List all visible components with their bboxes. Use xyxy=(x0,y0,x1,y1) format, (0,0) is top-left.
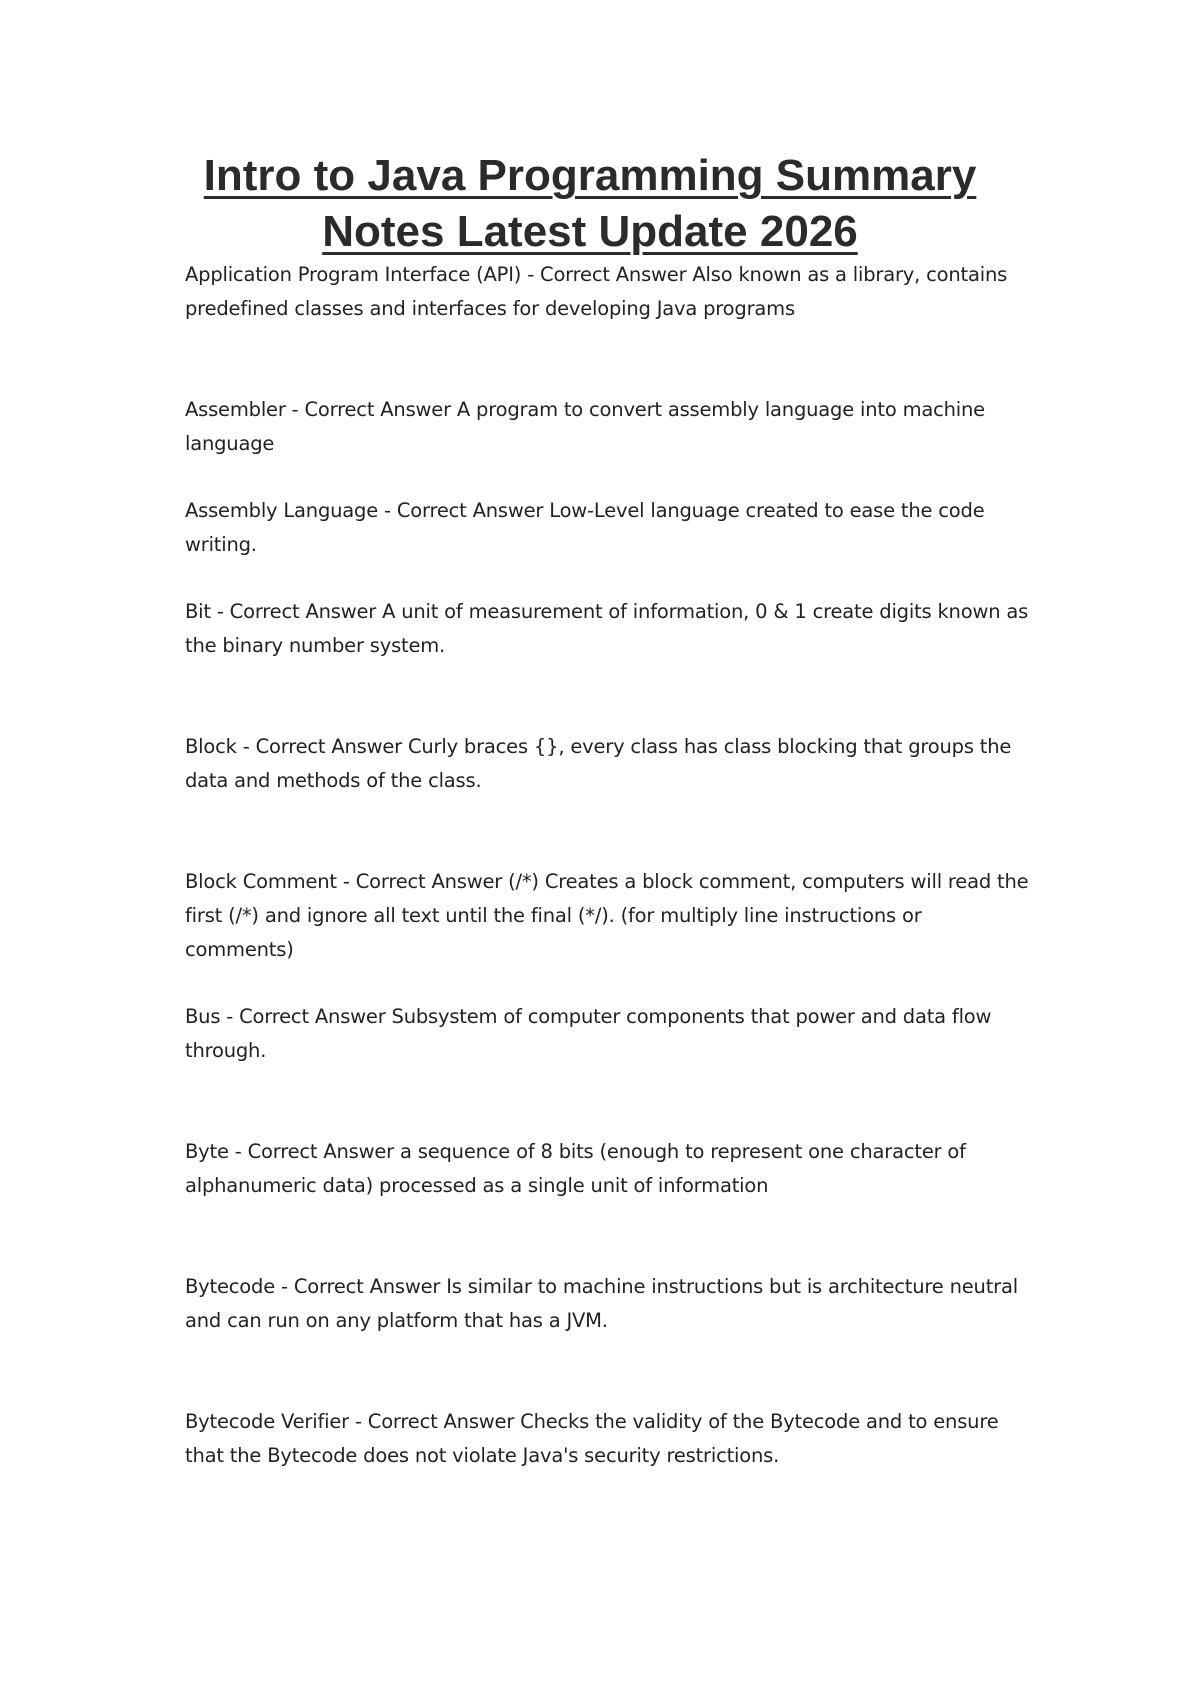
glossary-entry-bytecode: Bytecode - Correct Answer Is similar to machine instructions but is architecture neutral and can run on any platform that has a JVM. xyxy=(185,1275,1018,1332)
glossary-entry-assembler: Assembler - Correct Answer A program to convert assembly language into machine language xyxy=(185,398,985,455)
glossary-entry-block-comment: Block Comment - Correct Answer (/*) Creates a block comment, computers will read the first (/*) and ignore all text until the final (*/). (for multiply line instructions or comments) xyxy=(185,870,1029,961)
page-title xyxy=(150,148,1030,260)
glossary-entry-bit: Bit - Correct Answer A unit of measurement of information, 0 & 1 create digits known as the binary number system. xyxy=(185,600,1029,657)
glossary-entry-block: Block - Correct Answer Curly braces {}, every class has class blocking that groups the data and methods of the class. xyxy=(185,735,1012,792)
title-line-2: Notes Latest Update 2026 xyxy=(322,207,858,256)
glossary-entry-bus: Bus - Correct Answer Subsystem of computer components that power and data flow through. xyxy=(185,1005,992,1062)
glossary-entry-byte: Byte - Correct Answer a sequence of 8 bits (enough to represent one character of alphanumeric data) processed as a single unit of information xyxy=(185,1140,966,1197)
glossary-entry-api: Application Program Interface (API) - Correct Answer Also known as a library, contains predefined classes and interfaces for developing Java programs xyxy=(185,263,1008,320)
glossary-entry-assembly-language: Assembly Language - Correct Answer Low-Level language created to ease the code writing. xyxy=(185,499,985,556)
title-line-1: Intro to Java Programming Summary xyxy=(203,151,977,200)
glossary-entry-bytecode-verifier: Bytecode Verifier - Correct Answer Checks the validity of the Bytecode and to ensure that the Bytecode does not violate Java's security restrictions. xyxy=(185,1410,999,1467)
